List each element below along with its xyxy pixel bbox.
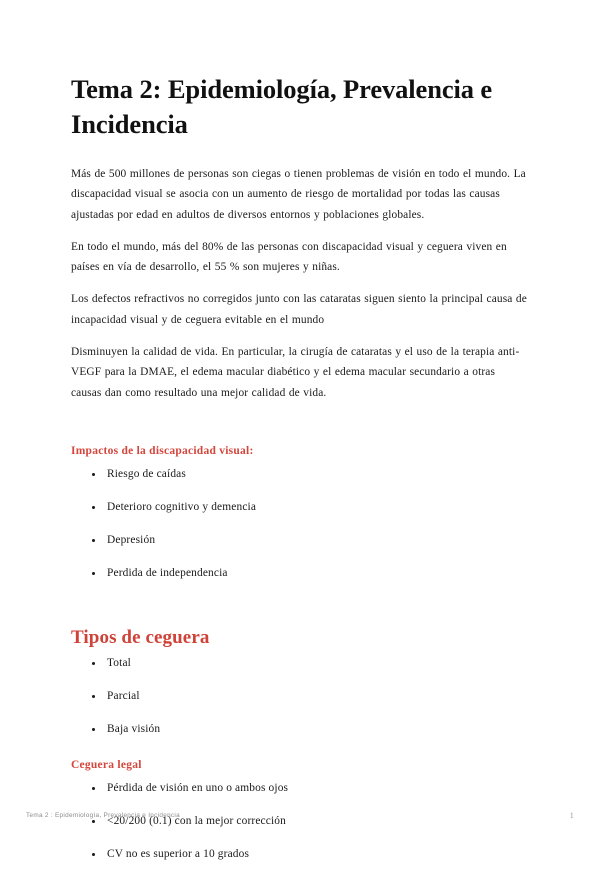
list-item: Deterioro cognitivo y demencia (71, 499, 528, 516)
paragraph-1: Más de 500 millones de personas son ciegas o tienen problemas de visión en todo el mundo. La discapacidad visual se asocia con un aumento de riesgo de mortalidad por todas las causas ajustadas por edad en adultos de diversos entornos y poblaciones globales. (71, 167, 526, 221)
paragraph-3: Los defectos refractivos no corregidos junto con las cataratas siguen siento la principal causa de incapacidad visual y de ceguera evitable en el mundo (71, 293, 527, 326)
list-item: Riesgo de caídas (71, 466, 528, 483)
section-heading-tipos-de-ceguera: Tipos de ceguera (71, 626, 210, 648)
list-item: Perdida de independencia (71, 565, 528, 582)
paragraph-4: Disminuyen la calidad de vida. En particular, la cirugía de cataratas y el uso de la terapia anti-VEGF para la DMAE, el edema macular diabético y el edema macular secundario a otras causas dan como resultado una mejor calidad de vida. (71, 346, 520, 399)
list-item: CV no es superior a 10 grados (71, 846, 528, 863)
list-item: <20/200 (0.1) con la mejor corrección (71, 813, 528, 830)
list-impactos (71, 466, 528, 582)
spacer (71, 415, 528, 425)
list-item: Baja visión (71, 721, 528, 738)
list-item: Depresión (71, 532, 528, 549)
list-tipos-de-ceguera (71, 655, 528, 738)
section-heading-impactos: Impactos de la discapacidad visual: (71, 444, 254, 457)
list-item: Pérdida de visión en uno o ambos ojos (71, 780, 528, 797)
list-item: Parcial (71, 688, 528, 705)
list-item: Total (71, 655, 528, 672)
page-footer (26, 808, 574, 822)
document-content (71, 72, 528, 879)
section-heading-ceguera-legal: Ceguera legal (71, 758, 142, 771)
paragraph-2: En todo el mundo, más del 80% de las personas con discapacidad visual y ceguera viven en países en vía de desarrollo, el 55 % son mujeres y niñas. (71, 240, 507, 274)
footer-document-title: Tema 2 : Epidemiología, Prevalencia e Incidencia (26, 811, 181, 819)
page-title: Tema 2: Epidemiología, Prevalencia e Incidencia (71, 74, 493, 139)
spacer (71, 599, 528, 625)
footer-page-number: 1 (569, 810, 574, 820)
